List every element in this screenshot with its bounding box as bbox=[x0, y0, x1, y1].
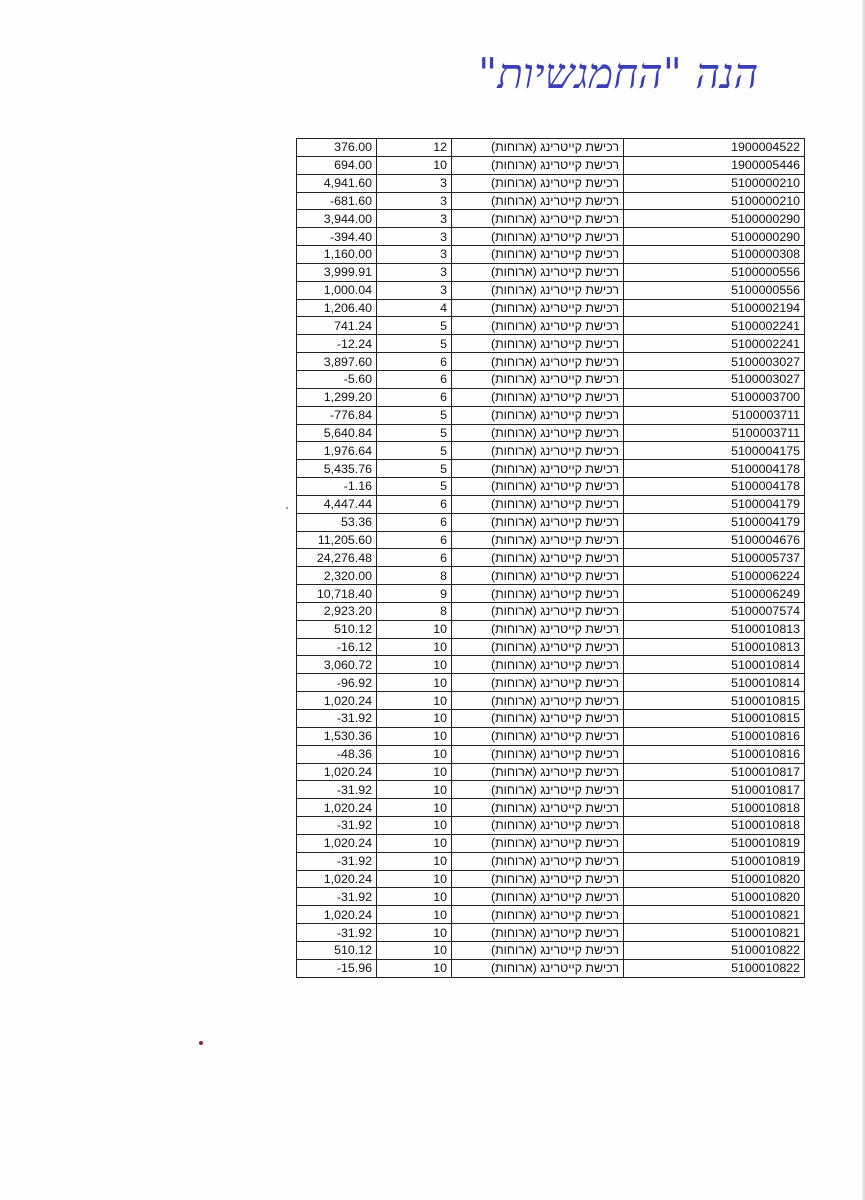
description-cell: רכישת קייטרינג (ארוחות) bbox=[452, 192, 624, 210]
amount-cell: 1,020.24 bbox=[297, 870, 377, 888]
quantity-cell: 5 bbox=[377, 460, 452, 478]
quantity-cell: 8 bbox=[377, 602, 452, 620]
quantity-cell: 10 bbox=[377, 781, 452, 799]
quantity-cell: 5 bbox=[377, 335, 452, 353]
description-cell: רכישת קייטרינג (ארוחות) bbox=[452, 620, 624, 638]
table-row bbox=[297, 442, 805, 460]
quantity-cell: 10 bbox=[377, 906, 452, 924]
amount-cell: 1,530.36 bbox=[297, 727, 377, 745]
description-cell: רכישת קייטרינג (ארוחות) bbox=[452, 424, 624, 442]
table-row bbox=[297, 870, 805, 888]
amount-cell: 2,320.00 bbox=[297, 567, 377, 585]
amount-cell: -5.60 bbox=[297, 370, 377, 388]
description-cell: רכישת קייטרינג (ארוחות) bbox=[452, 478, 624, 496]
table-row bbox=[297, 959, 805, 977]
amount-cell: -12.24 bbox=[297, 335, 377, 353]
description-cell: רכישת קייטרינג (ארוחות) bbox=[452, 602, 624, 620]
table-row bbox=[297, 620, 805, 638]
table-row bbox=[297, 263, 805, 281]
handwritten-note-drawing bbox=[160, 36, 759, 106]
table-row bbox=[297, 317, 805, 335]
amount-cell: 24,276.48 bbox=[297, 549, 377, 567]
description-cell: רכישת קייטרינג (ארוחות) bbox=[452, 959, 624, 977]
description-cell: רכישת קייטרינג (ארוחות) bbox=[452, 299, 624, 317]
document-number-cell: 5100010817 bbox=[624, 781, 805, 799]
table-row bbox=[297, 906, 805, 924]
document-number-cell: 5100010819 bbox=[624, 834, 805, 852]
amount-cell: 1,299.20 bbox=[297, 388, 377, 406]
handwritten-note-text: הנה "החמגשיות" bbox=[478, 49, 759, 98]
document-number-cell: 5100010818 bbox=[624, 799, 805, 817]
quantity-cell: 10 bbox=[377, 745, 452, 763]
quantity-cell: 3 bbox=[377, 246, 452, 264]
amount-cell: -96.92 bbox=[297, 674, 377, 692]
table-row bbox=[297, 281, 805, 299]
quantity-cell: 10 bbox=[377, 924, 452, 942]
description-cell: רכישת קייטרינג (ארוחות) bbox=[452, 924, 624, 942]
table-row bbox=[297, 353, 805, 371]
quantity-cell: 4 bbox=[377, 299, 452, 317]
document-number-cell: 5100004676 bbox=[624, 531, 805, 549]
amount-cell: 741.24 bbox=[297, 317, 377, 335]
description-cell: רכישת קייטרינג (ארוחות) bbox=[452, 888, 624, 906]
quantity-cell: 10 bbox=[377, 638, 452, 656]
quantity-cell: 6 bbox=[377, 353, 452, 371]
description-cell: רכישת קייטרינג (ארוחות) bbox=[452, 781, 624, 799]
amount-cell: 1,020.24 bbox=[297, 763, 377, 781]
quantity-cell: 8 bbox=[377, 567, 452, 585]
document-number-cell: 5100010821 bbox=[624, 924, 805, 942]
document-number-cell: 5100002241 bbox=[624, 317, 805, 335]
description-cell: רכישת קייטרינג (ארוחות) bbox=[452, 710, 624, 728]
document-number-cell: 5100010817 bbox=[624, 763, 805, 781]
document-number-cell: 5100006249 bbox=[624, 585, 805, 603]
document-number-cell: 5100010819 bbox=[624, 852, 805, 870]
document-number-cell: 5100004175 bbox=[624, 442, 805, 460]
quantity-cell: 3 bbox=[377, 210, 452, 228]
table-row bbox=[297, 228, 805, 246]
description-cell: רכישת קייטרינג (ארוחות) bbox=[452, 228, 624, 246]
description-cell: רכישת קייטרינג (ארוחות) bbox=[452, 370, 624, 388]
table-row bbox=[297, 799, 805, 817]
description-cell: רכישת קייטרינג (ארוחות) bbox=[452, 174, 624, 192]
quantity-cell: 6 bbox=[377, 495, 452, 513]
table-row bbox=[297, 335, 805, 353]
document-number-cell: 5100006224 bbox=[624, 567, 805, 585]
description-cell: רכישת קייטרינג (ארוחות) bbox=[452, 834, 624, 852]
document-number-cell: 1900005446 bbox=[624, 156, 805, 174]
document-number-cell: 5100000556 bbox=[624, 263, 805, 281]
table-row bbox=[297, 781, 805, 799]
quantity-cell: 10 bbox=[377, 763, 452, 781]
description-cell: רכישת קייטרינג (ארוחות) bbox=[452, 531, 624, 549]
quantity-cell: 10 bbox=[377, 620, 452, 638]
document-number-cell: 5100004178 bbox=[624, 460, 805, 478]
amount-cell: 1,020.24 bbox=[297, 834, 377, 852]
table-row bbox=[297, 460, 805, 478]
description-cell: רכישת קייטרינג (ארוחות) bbox=[452, 246, 624, 264]
description-cell: רכישת קייטרינג (ארוחות) bbox=[452, 549, 624, 567]
document-number-cell: 5100010813 bbox=[624, 638, 805, 656]
table-row bbox=[297, 745, 805, 763]
description-cell: רכישת קייטרינג (ארוחות) bbox=[452, 941, 624, 959]
quantity-cell: 3 bbox=[377, 192, 452, 210]
table-row bbox=[297, 388, 805, 406]
description-cell: רכישת קייטרינג (ארוחות) bbox=[452, 495, 624, 513]
quantity-cell: 10 bbox=[377, 674, 452, 692]
quantity-cell: 10 bbox=[377, 156, 452, 174]
document-number-cell: 5100002194 bbox=[624, 299, 805, 317]
document-number-cell: 5100010822 bbox=[624, 959, 805, 977]
description-cell: רכישת קייטרינג (ארוחות) bbox=[452, 585, 624, 603]
amount-cell: 3,999.91 bbox=[297, 263, 377, 281]
amount-cell: 3,897.60 bbox=[297, 353, 377, 371]
amount-cell: 694.00 bbox=[297, 156, 377, 174]
amount-cell: 510.12 bbox=[297, 620, 377, 638]
quantity-cell: 5 bbox=[377, 478, 452, 496]
document-number-cell: 5100010813 bbox=[624, 620, 805, 638]
description-cell: רכישת קייטרינג (ארוחות) bbox=[452, 442, 624, 460]
table-row bbox=[297, 674, 805, 692]
amount-cell: 376.00 bbox=[297, 139, 377, 157]
description-cell: רכישת קייטרינג (ארוחות) bbox=[452, 139, 624, 157]
quantity-cell: 10 bbox=[377, 834, 452, 852]
amount-cell: -15.96 bbox=[297, 959, 377, 977]
amount-cell: 1,020.24 bbox=[297, 906, 377, 924]
amount-cell: -394.40 bbox=[297, 228, 377, 246]
quantity-cell: 6 bbox=[377, 370, 452, 388]
description-cell: רכישת קייטרינג (ארוחות) bbox=[452, 513, 624, 531]
amount-cell: 4,447.44 bbox=[297, 495, 377, 513]
table-row bbox=[297, 602, 805, 620]
amount-cell: 3,060.72 bbox=[297, 656, 377, 674]
amount-cell: -1.16 bbox=[297, 478, 377, 496]
amount-cell: 1,206.40 bbox=[297, 299, 377, 317]
document-number-cell: 5100010815 bbox=[624, 710, 805, 728]
amount-cell: -31.92 bbox=[297, 781, 377, 799]
document-number-cell: 5100010818 bbox=[624, 817, 805, 835]
table-row bbox=[297, 299, 805, 317]
table-row bbox=[297, 478, 805, 496]
amount-cell: 11,205.60 bbox=[297, 531, 377, 549]
amount-cell: 3,944.00 bbox=[297, 210, 377, 228]
amount-cell: 1,020.24 bbox=[297, 692, 377, 710]
amount-cell: -48.36 bbox=[297, 745, 377, 763]
table-row bbox=[297, 192, 805, 210]
description-cell: רכישת קייטרינג (ארוחות) bbox=[452, 406, 624, 424]
document-number-cell: 5100010820 bbox=[624, 888, 805, 906]
table-row bbox=[297, 763, 805, 781]
description-cell: רכישת קייטרינג (ארוחות) bbox=[452, 317, 624, 335]
amount-cell: 5,640.84 bbox=[297, 424, 377, 442]
amount-cell: 1,000.04 bbox=[297, 281, 377, 299]
table-row bbox=[297, 585, 805, 603]
table-row bbox=[297, 513, 805, 531]
catering-ledger-table bbox=[296, 138, 805, 978]
description-cell: רכישת קייטרינג (ארוחות) bbox=[452, 870, 624, 888]
description-cell: רכישת קייטרינג (ארוחות) bbox=[452, 692, 624, 710]
ink-dot bbox=[199, 1041, 203, 1045]
ledger-body bbox=[297, 139, 805, 978]
document-number-cell: 5100010816 bbox=[624, 727, 805, 745]
description-cell: רכישת קייטרינג (ארוחות) bbox=[452, 656, 624, 674]
document-number-cell: 5100000210 bbox=[624, 174, 805, 192]
amount-cell: -31.92 bbox=[297, 817, 377, 835]
description-cell: רכישת קייטרינג (ארוחות) bbox=[452, 745, 624, 763]
description-cell: רכישת קייטרינג (ארוחות) bbox=[452, 817, 624, 835]
handwritten-note bbox=[160, 36, 759, 106]
document-number-cell: 5100003027 bbox=[624, 370, 805, 388]
amount-cell: 2,923.20 bbox=[297, 602, 377, 620]
table-row bbox=[297, 210, 805, 228]
table-row bbox=[297, 370, 805, 388]
quantity-cell: 10 bbox=[377, 870, 452, 888]
table-row bbox=[297, 638, 805, 656]
description-cell: רכישת קייטרינג (ארוחות) bbox=[452, 799, 624, 817]
table-row bbox=[297, 531, 805, 549]
table-row bbox=[297, 852, 805, 870]
document-number-cell: 5100000556 bbox=[624, 281, 805, 299]
document-number-cell: 5100010816 bbox=[624, 745, 805, 763]
amount-cell: -681.60 bbox=[297, 192, 377, 210]
scan-speck bbox=[286, 507, 288, 509]
description-cell: רכישת קייטרינג (ארוחות) bbox=[452, 335, 624, 353]
description-cell: רכישת קייטרינג (ארוחות) bbox=[452, 353, 624, 371]
document-number-cell: 5100010822 bbox=[624, 941, 805, 959]
document-number-cell: 5100000210 bbox=[624, 192, 805, 210]
document-number-cell: 5100000290 bbox=[624, 210, 805, 228]
table-row bbox=[297, 139, 805, 157]
document-number-cell: 5100010815 bbox=[624, 692, 805, 710]
table-row bbox=[297, 727, 805, 745]
amount-cell: 1,976.64 bbox=[297, 442, 377, 460]
document-number-cell: 5100000290 bbox=[624, 228, 805, 246]
table-row bbox=[297, 567, 805, 585]
document-number-cell: 5100005737 bbox=[624, 549, 805, 567]
amount-cell: 4,941.60 bbox=[297, 174, 377, 192]
table-row bbox=[297, 549, 805, 567]
document-number-cell: 5100010814 bbox=[624, 674, 805, 692]
quantity-cell: 10 bbox=[377, 959, 452, 977]
description-cell: רכישת קייטרינג (ארוחות) bbox=[452, 460, 624, 478]
description-cell: רכישת קייטרינג (ארוחות) bbox=[452, 567, 624, 585]
table-row bbox=[297, 710, 805, 728]
document-number-cell: 5100010814 bbox=[624, 656, 805, 674]
table-row bbox=[297, 406, 805, 424]
amount-cell: -31.92 bbox=[297, 924, 377, 942]
document-number-cell: 5100004178 bbox=[624, 478, 805, 496]
amount-cell: -31.92 bbox=[297, 852, 377, 870]
table-row bbox=[297, 834, 805, 852]
document-number-cell: 5100003711 bbox=[624, 406, 805, 424]
document-number-cell: 1900004522 bbox=[624, 139, 805, 157]
amount-cell: 510.12 bbox=[297, 941, 377, 959]
quantity-cell: 3 bbox=[377, 174, 452, 192]
description-cell: רכישת קייטרינג (ארוחות) bbox=[452, 674, 624, 692]
quantity-cell: 5 bbox=[377, 406, 452, 424]
description-cell: רכישת קייטרינג (ארוחות) bbox=[452, 210, 624, 228]
amount-cell: -31.92 bbox=[297, 710, 377, 728]
quantity-cell: 6 bbox=[377, 549, 452, 567]
table-row bbox=[297, 656, 805, 674]
amount-cell: -16.12 bbox=[297, 638, 377, 656]
amount-cell: 1,160.00 bbox=[297, 246, 377, 264]
quantity-cell: 10 bbox=[377, 799, 452, 817]
quantity-cell: 10 bbox=[377, 656, 452, 674]
document-number-cell: 5100010820 bbox=[624, 870, 805, 888]
quantity-cell: 3 bbox=[377, 263, 452, 281]
document-number-cell: 5100002241 bbox=[624, 335, 805, 353]
quantity-cell: 5 bbox=[377, 317, 452, 335]
document-number-cell: 5100010821 bbox=[624, 906, 805, 924]
amount-cell: 1,020.24 bbox=[297, 799, 377, 817]
table-row bbox=[297, 941, 805, 959]
description-cell: רכישת קייטרינג (ארוחות) bbox=[452, 638, 624, 656]
table-row bbox=[297, 888, 805, 906]
description-cell: רכישת קייטרינג (ארוחות) bbox=[452, 281, 624, 299]
table-row bbox=[297, 156, 805, 174]
table-row bbox=[297, 424, 805, 442]
document-number-cell: 5100007574 bbox=[624, 602, 805, 620]
quantity-cell: 5 bbox=[377, 424, 452, 442]
description-cell: רכישת קייטרינג (ארוחות) bbox=[452, 263, 624, 281]
document-number-cell: 5100003711 bbox=[624, 424, 805, 442]
description-cell: רכישת קייטרינג (ארוחות) bbox=[452, 906, 624, 924]
quantity-cell: 10 bbox=[377, 852, 452, 870]
table-row bbox=[297, 817, 805, 835]
document-number-cell: 5100004179 bbox=[624, 495, 805, 513]
description-cell: רכישת קייטרינג (ארוחות) bbox=[452, 388, 624, 406]
document-number-cell: 5100003700 bbox=[624, 388, 805, 406]
table-row bbox=[297, 174, 805, 192]
document-number-cell: 5100003027 bbox=[624, 353, 805, 371]
description-cell: רכישת קייטרינג (ארוחות) bbox=[452, 156, 624, 174]
quantity-cell: 6 bbox=[377, 513, 452, 531]
quantity-cell: 10 bbox=[377, 941, 452, 959]
table-row bbox=[297, 495, 805, 513]
document-number-cell: 5100004179 bbox=[624, 513, 805, 531]
description-cell: רכישת קייטרינג (ארוחות) bbox=[452, 852, 624, 870]
amount-cell: 10,718.40 bbox=[297, 585, 377, 603]
quantity-cell: 6 bbox=[377, 388, 452, 406]
quantity-cell: 9 bbox=[377, 585, 452, 603]
document-number-cell: 5100000308 bbox=[624, 246, 805, 264]
quantity-cell: 10 bbox=[377, 888, 452, 906]
amount-cell: 5,435.76 bbox=[297, 460, 377, 478]
table-row bbox=[297, 692, 805, 710]
quantity-cell: 6 bbox=[377, 531, 452, 549]
table-row bbox=[297, 924, 805, 942]
amount-cell: -776.84 bbox=[297, 406, 377, 424]
quantity-cell: 10 bbox=[377, 692, 452, 710]
table-row bbox=[297, 246, 805, 264]
quantity-cell: 3 bbox=[377, 281, 452, 299]
quantity-cell: 5 bbox=[377, 442, 452, 460]
description-cell: רכישת קייטרינג (ארוחות) bbox=[452, 727, 624, 745]
amount-cell: 53.36 bbox=[297, 513, 377, 531]
quantity-cell: 3 bbox=[377, 228, 452, 246]
amount-cell: -31.92 bbox=[297, 888, 377, 906]
quantity-cell: 10 bbox=[377, 710, 452, 728]
quantity-cell: 12 bbox=[377, 139, 452, 157]
quantity-cell: 10 bbox=[377, 817, 452, 835]
quantity-cell: 10 bbox=[377, 727, 452, 745]
description-cell: רכישת קייטרינג (ארוחות) bbox=[452, 763, 624, 781]
